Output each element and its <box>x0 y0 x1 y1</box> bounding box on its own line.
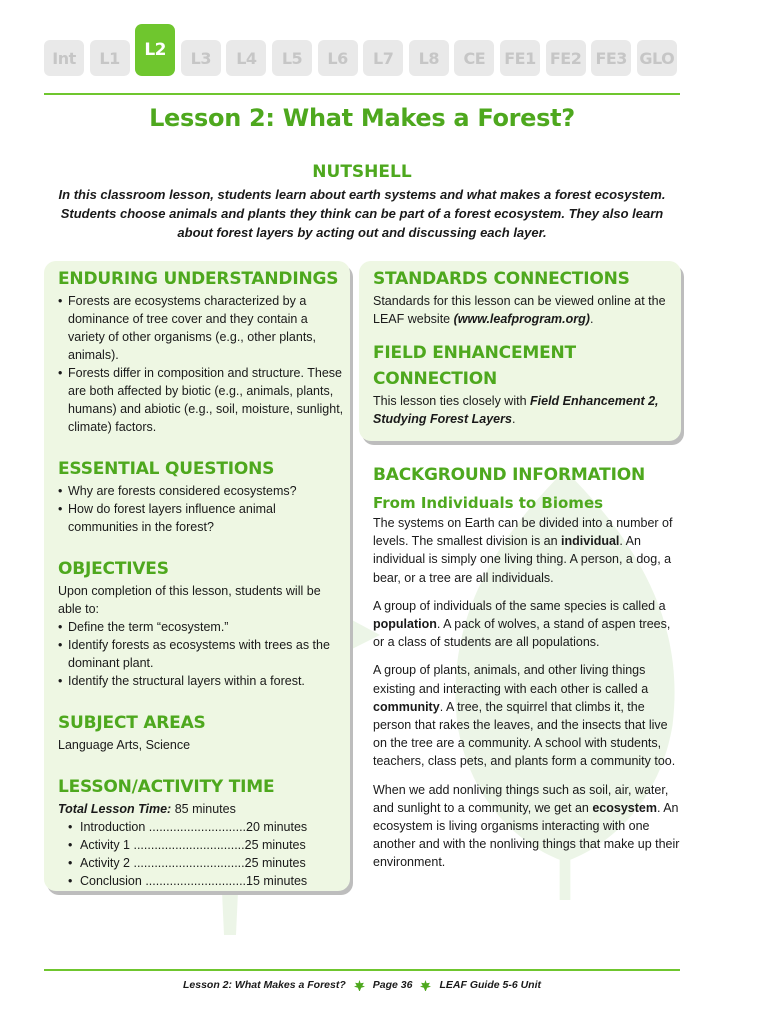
enduring-item: • Forests are ecosystems characterized by a dominance of tree cover and they contain a variety of other organisms (e.g., other plants, animals). <box>58 292 344 364</box>
page-title: Lesson 2: What Makes a Forest? <box>149 104 575 132</box>
left-column <box>58 266 344 890</box>
para-text: . An individual is simply one living thing. A person, a dog, a bear, or a tree are all individuals. <box>373 534 672 585</box>
background-paragraph <box>373 661 683 770</box>
term-population: population <box>373 617 437 632</box>
field-text <box>373 392 673 428</box>
tab-l8[interactable]: L8 <box>409 40 449 76</box>
objectives-list <box>58 618 344 690</box>
footer-page: Page 36 <box>372 979 413 991</box>
time-item: • Activity 1 ................................25 minutes <box>68 836 344 854</box>
tab-l4[interactable]: L4 <box>226 40 266 76</box>
subject-text: Language Arts, Science <box>58 738 191 752</box>
para-text: The systems on Earth can be divided into a number of levels. The smallest division is an <box>373 516 673 549</box>
enduring-heading: ENDURING UNDERSTANDINGS <box>58 269 339 289</box>
time-item: • Activity 2 ................................25 minutes <box>68 854 344 872</box>
essential-item: • Why are forests considered ecosystems? <box>58 482 344 500</box>
objective-item: • Identify the structural layers within a forest. <box>58 672 344 690</box>
standards-text-end: . <box>589 312 594 326</box>
tab-fe2[interactable]: FE2 <box>546 40 586 76</box>
footer-lesson: Lesson 2: What Makes a Forest? <box>182 979 346 991</box>
essential-heading: ESSENTIAL QUESTIONS <box>58 459 275 479</box>
background-paragraph <box>373 514 683 587</box>
term-community: community <box>373 699 440 714</box>
time-item: • Conclusion .............................15 minutes <box>68 872 344 890</box>
para-text: A group of plants, animals, and other living things existing and interacting with each other is called a <box>373 663 649 696</box>
enduring-list <box>58 292 344 436</box>
background-heading: BACKGROUND INFORMATION <box>373 465 645 485</box>
tab-l3[interactable]: L3 <box>181 40 221 76</box>
footer-guide: LEAF Guide 5-6 Unit <box>439 979 541 991</box>
leaf-icon <box>354 980 365 991</box>
tab-l5[interactable]: L5 <box>272 40 312 76</box>
tab-fe3[interactable]: FE3 <box>591 40 631 76</box>
field-text-end: . <box>511 412 516 426</box>
term-ecosystem: ecosystem <box>592 800 657 815</box>
field-text-main: This lesson ties closely with <box>373 394 531 408</box>
footer <box>0 979 724 991</box>
tab-l1[interactable]: L1 <box>90 40 130 76</box>
para-text: . A pack of wolves, a stand of aspen trees, or a class of students are all populations. <box>373 617 671 650</box>
header-divider <box>44 93 680 95</box>
field-heading-line1: FIELD ENHANCEMENT <box>373 343 576 363</box>
field-heading <box>373 340 673 392</box>
lesson-tab-strip <box>44 24 680 96</box>
field-enhancement-ref: Field Enhancement 2, Studying Forest Layers <box>373 394 659 426</box>
background-subheading: From Individuals to Biomes <box>373 494 604 512</box>
objectives-intro: Upon completion of this lesson, students will be able to: <box>58 584 321 616</box>
lesson-time-list <box>58 818 344 890</box>
field-heading-line2: CONNECTION <box>373 369 498 389</box>
total-lesson-time <box>58 800 344 818</box>
para-text: A group of individuals of the same species is called a <box>373 598 666 613</box>
standards-text-main: Standards for this lesson can be viewed online at the LEAF website <box>373 294 666 326</box>
background-paragraph <box>373 781 683 872</box>
total-time-label: Total Lesson Time: <box>58 802 172 816</box>
tab-glo[interactable]: GLO <box>637 40 677 76</box>
objectives-heading: OBJECTIVES <box>58 559 169 579</box>
para-text: . A tree, the squirrel that climbs it, the person that rakes the leaves, and the insects that live on the tree are a community. A school with students, teachers, class pets, and plants form a community too. <box>373 699 676 769</box>
leaf-icon <box>420 980 431 991</box>
tab-l6[interactable]: L6 <box>318 40 358 76</box>
tab-ce[interactable]: CE <box>454 40 494 76</box>
enduring-item: • Forests differ in composition and structure. These are both affected by biotic (e.g., animals, plants, humans) and abiotic (e.g., soil, moisture, sunlight, climate) factors. <box>58 364 344 436</box>
tab-int[interactable]: Int <box>44 40 84 76</box>
tab-l7[interactable]: L7 <box>363 40 403 76</box>
background-section <box>373 462 683 882</box>
objective-item: • Define the term “ecosystem.” <box>58 618 344 636</box>
nutshell-text: In this classroom lesson, students learn about earth systems and what makes a forest ecosystem. Students choose animals and plants they think can be part of a forest ecosystem. They also learn about forest layers by acting out and discussing each layer. <box>58 187 666 240</box>
background-paragraph <box>373 597 683 652</box>
essential-item: • How do forest layers influence animal communities in the forest? <box>58 500 344 536</box>
tab-l2[interactable]: L2 <box>135 24 175 76</box>
term-individual: individual <box>561 534 620 549</box>
standards-text <box>373 292 673 328</box>
subject-heading: SUBJECT AREAS <box>58 713 206 733</box>
footer-divider <box>44 969 680 971</box>
leaf-website-link[interactable]: (www.leafprogram.org) <box>453 312 590 326</box>
nutshell-heading: NUTSHELL <box>312 162 412 182</box>
para-text: When we add nonliving things such as soil, air, water, and sunlight to a community, we get an <box>373 782 669 815</box>
tab-fe1[interactable]: FE1 <box>500 40 540 76</box>
essential-list <box>58 482 344 536</box>
objective-item: • Identify forests as ecosystems with trees as the dominant plant. <box>58 636 344 672</box>
para-text: . An ecosystem is living organisms interacting with one another and with the nonliving things that make up their environment. <box>373 800 680 870</box>
lesson-time-heading: LESSON/ACTIVITY TIME <box>58 777 275 797</box>
total-time-value: 85 minutes <box>174 802 236 816</box>
right-top-column <box>373 266 673 428</box>
standards-heading: STANDARDS CONNECTIONS <box>373 269 630 289</box>
time-item: • Introduction ............................20 minutes <box>68 818 344 836</box>
